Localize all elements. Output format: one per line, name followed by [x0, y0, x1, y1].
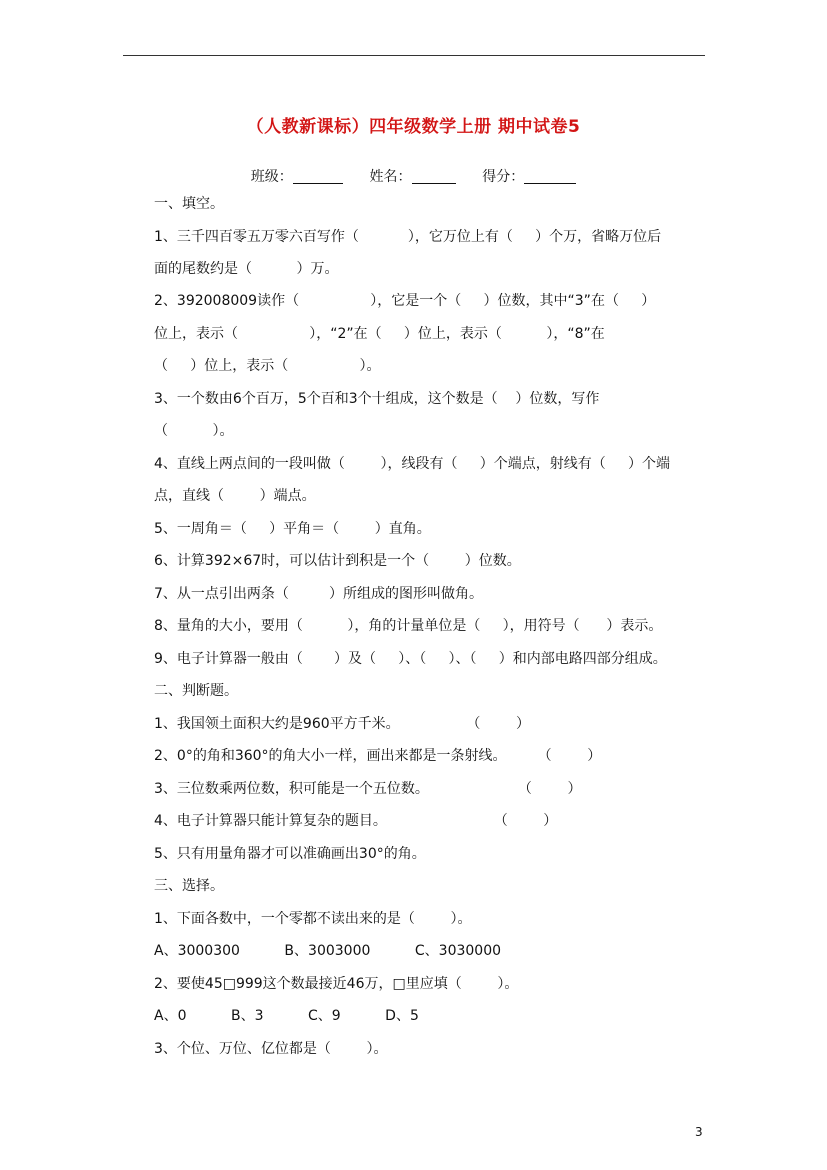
question-line: 点，直线（ ）端点。 [154, 488, 316, 504]
question-line: 1、下面各数中，一个零都不读出来的是（ ）。 [154, 911, 472, 927]
question-line: 6、计算392×67时，可以估计到积是一个（ ）位数。 [154, 553, 521, 569]
name-label: 姓名： [369, 169, 412, 185]
question-line: 9、电子计算器一般由（ ）及（ ）、（ ）、（ ）和内部电路四部分组成。 [154, 651, 667, 667]
class-blank[interactable] [293, 169, 343, 184]
answer-options: A、3000300 B、3003000 C、3030000 [154, 943, 502, 959]
section-heading-multiple-choice: 三、选择。 [154, 878, 224, 894]
score-blank[interactable] [524, 169, 576, 184]
header-rule [123, 55, 705, 56]
question-line: 2、要使45□999这个数最接近46万，□里应填（ ）。 [154, 976, 519, 992]
question-line: 4、直线上两点间的一段叫做（ ），线段有（ ）个端点，射线有（ ）个端 [154, 456, 671, 472]
question-line: 5、一周角＝（ ）平角＝（ ）直角。 [154, 521, 431, 537]
question-line: 8、量角的大小，要用（ ），角的计量单位是（ ），用符号（ ）表示。 [154, 618, 663, 634]
class-label: 班级： [250, 169, 293, 185]
answer-options: A、0 B、3 C、9 D、5 [154, 1008, 419, 1024]
section-heading-fill-in: 一、填空。 [154, 196, 224, 212]
section-heading-true-false: 二、判断题。 [154, 683, 238, 699]
question-line: 面的尾数约是（ ）万。 [154, 261, 339, 277]
question-line: 2、0°的角和360°的角大小一样，画出来都是一条射线。 （ ） [154, 748, 602, 764]
question-line: 1、三千四百零五万零六百写作（ ），它万位上有（ ）个万，省略万位后 [154, 229, 662, 245]
student-info-row [0, 166, 827, 186]
page-title: （人教新课标）四年级数学上册 期中试卷5 [246, 117, 581, 137]
question-line: 1、我国领土面积大约是960平方千米。 （ ） [154, 716, 530, 732]
page-number: 3 [695, 1125, 703, 1139]
question-line: 3、三位数乘两位数，积可能是一个五位数。 （ ） [154, 781, 582, 797]
question-line: 5、只有用量角器才可以准确画出30°的角。 [154, 846, 426, 862]
question-line: 4、电子计算器只能计算复杂的题目。 （ ） [154, 813, 558, 829]
question-line: （ ）位上，表示（ ）。 [154, 358, 381, 374]
question-line: （ ）。 [154, 423, 234, 439]
question-line: 7、从一点引出两条（ ）所组成的图形叫做角。 [154, 586, 483, 602]
question-line: 3、一个数由6个百万，5个百和3个十组成，这个数是（ ）位数，写作 [154, 391, 600, 407]
question-line: 位上，表示（ ），“2”在（ ）位上，表示（ ），“8”在 [154, 326, 605, 342]
name-blank[interactable] [412, 169, 456, 184]
question-line: 2、392008009读作（ ），它是一个（ ）位数，其中“3”在（ ） [154, 293, 656, 309]
score-label: 得分： [482, 169, 525, 185]
question-line: 3、个位、万位、亿位都是（ ）。 [154, 1041, 388, 1057]
